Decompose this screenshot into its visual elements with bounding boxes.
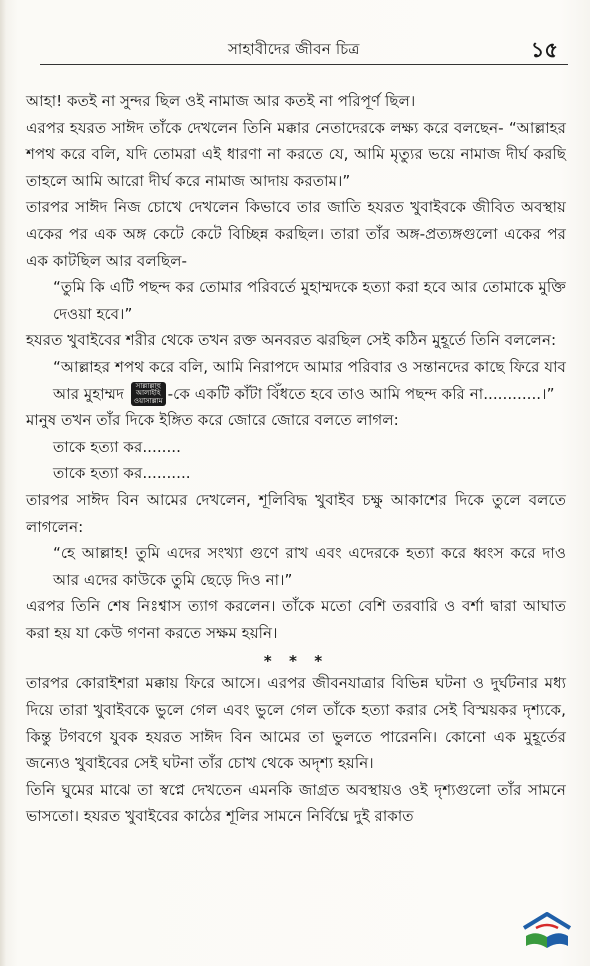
paragraph: তারপর সাঈদ নিজ চোখে দেখলেন কিভাবে তার জাতি হযরত খুবাইবকে জীবিত অবস্থায় একের পর এক অঙ্গ কেটে কেটে বিচ্ছিন্ন করছিল। তারা তাঁর অঙ্গ-প্রত্যঙ্গগুলো একের পর এক কাটছিল আর বলছিল-	[26, 198, 566, 270]
logo-page-left	[526, 933, 547, 948]
quote-text-after: -কে একটি কাঁটা বিঁধতে হবে তাও আমি পছন্দ করি না............।”	[167, 384, 555, 403]
running-title: সাহাবীদের জীবন চিত্র	[228, 40, 360, 58]
paragraph: আহা! কতই না সুন্দর ছিল ওই নামাজ আর কতই না পরিপূর্ণ ছিল।	[26, 92, 416, 110]
chant-line: তাকে হত্যা কর........	[53, 437, 181, 456]
quote-paragraph	[26, 354, 566, 407]
paragraph: এরপর হযরত সাঈদ তাঁকে দেখলেন তিনি মক্কার নেতাদেরকে লক্ষ্য করে বলছেন- “আল্লাহর শপথ করে বলি, যদি তোমরা এই ধারণা না করতে যে, আমি মৃত্যুর ভয়ে নামাজ দীর্ঘ করছি তাহলে আমি আরো দীর্ঘ করে নামাজ আদায় করতাম।”	[26, 118, 566, 190]
honorific-line: ওয়াসাল্লাম	[133, 396, 163, 405]
page-number: ১৫	[530, 38, 558, 62]
paragraph: মানুষ তখন তাঁর দিকে ইঙ্গিত করে জোরে জোরে বলতে লাগল:	[26, 411, 399, 430]
chant-line: তাকে হত্যা কর..........	[53, 464, 191, 483]
book-logo-icon	[518, 912, 576, 952]
running-header	[0, 38, 590, 68]
binding-shadow	[0, 0, 6, 966]
section-separator: * * *	[263, 652, 329, 671]
logo-accent	[536, 925, 558, 928]
header-rule	[40, 64, 568, 65]
honorific-line: আলাইহি	[135, 389, 161, 398]
quote-paragraph: “হে আল্লাহ! তুমি এদের সংখ্যা গুণে রাখ এবং এদেরকে হত্যা করে ধ্বংস করে দাও আর এদের কাউকে তুমি ছেড়ে দিও না।”	[53, 544, 566, 589]
paragraph: হযরত খুবাইবের শরীর থেকে তখন রক্ত অনবরত ঝরছিল সেই কঠিন মুহূর্তে তিনি বললেন:	[26, 331, 557, 350]
honorific-line: সাল্লাল্লাহু	[135, 381, 161, 390]
paragraph: তিনি ঘুমের মাঝে তা স্বপ্নে দেখতেন এমনকি জাগ্রত অবস্থায়ও ওই দৃশ্যগুলো তাঁর সামনে ভাসতো। হযরত খুবাইবের কাঠের শূলির সামনে নির্বিঘ্নে দুই রাকাত	[26, 780, 566, 826]
paragraph: তারপর সাঈদ বিন আমের দেখলেন, শূলিবিদ্ধ খুবাইব চক্ষু আকাশের দিকে তুলে বলতে লাগলেন:	[26, 490, 566, 536]
quote-text-before: “আল্লাহর শপথ করে বলি, আমি নিরাপদে আমার পরিবার ও সন্তানদের কাছে ফিরে যাব আর মুহাম্মদ	[53, 357, 566, 403]
honorific-pbuh	[131, 382, 166, 407]
logo-page-right	[547, 933, 568, 948]
quote-paragraph: “তুমি কি এটি পছন্দ কর তোমার পরিবর্তে মুহাম্মদকে হত্যা করা হবে আর তোমাকে মুক্তি দেওয়া হবে।”	[53, 278, 566, 323]
body-text	[26, 88, 566, 830]
paragraph: এরপর তিনি শেষ নিঃশ্বাস ত্যাগ করলেন। তাঁকে মতো বেশি তরবারি ও বর্শা দ্বারা আঘাত করা হয় যা কেউ গণনা করতে সক্ষম হয়নি।	[26, 597, 566, 642]
paragraph: তারপর কোরাইশরা মক্কায় ফিরে আসে। এরপর জীবনযাত্রার বিভিন্ন ঘটনা ও দুর্ঘটনার মধ্য দিয়ে তারা খুবাইবকে ভুলে গেল এবং ভুলে গেল তাঁকে হত্যা করার সেই বিস্ময়কর দৃশ্যকে, কিন্তু টগবগে যুবক হযরত সাঈদ বিন আমের তা ভুলতে পারেননি। কোনো এক মুহূর্তের জন্যেও খুবাইবের সেই ঘটনা তাঁর চোখ থেকে অদৃশ্য হয়নি।	[26, 674, 566, 773]
